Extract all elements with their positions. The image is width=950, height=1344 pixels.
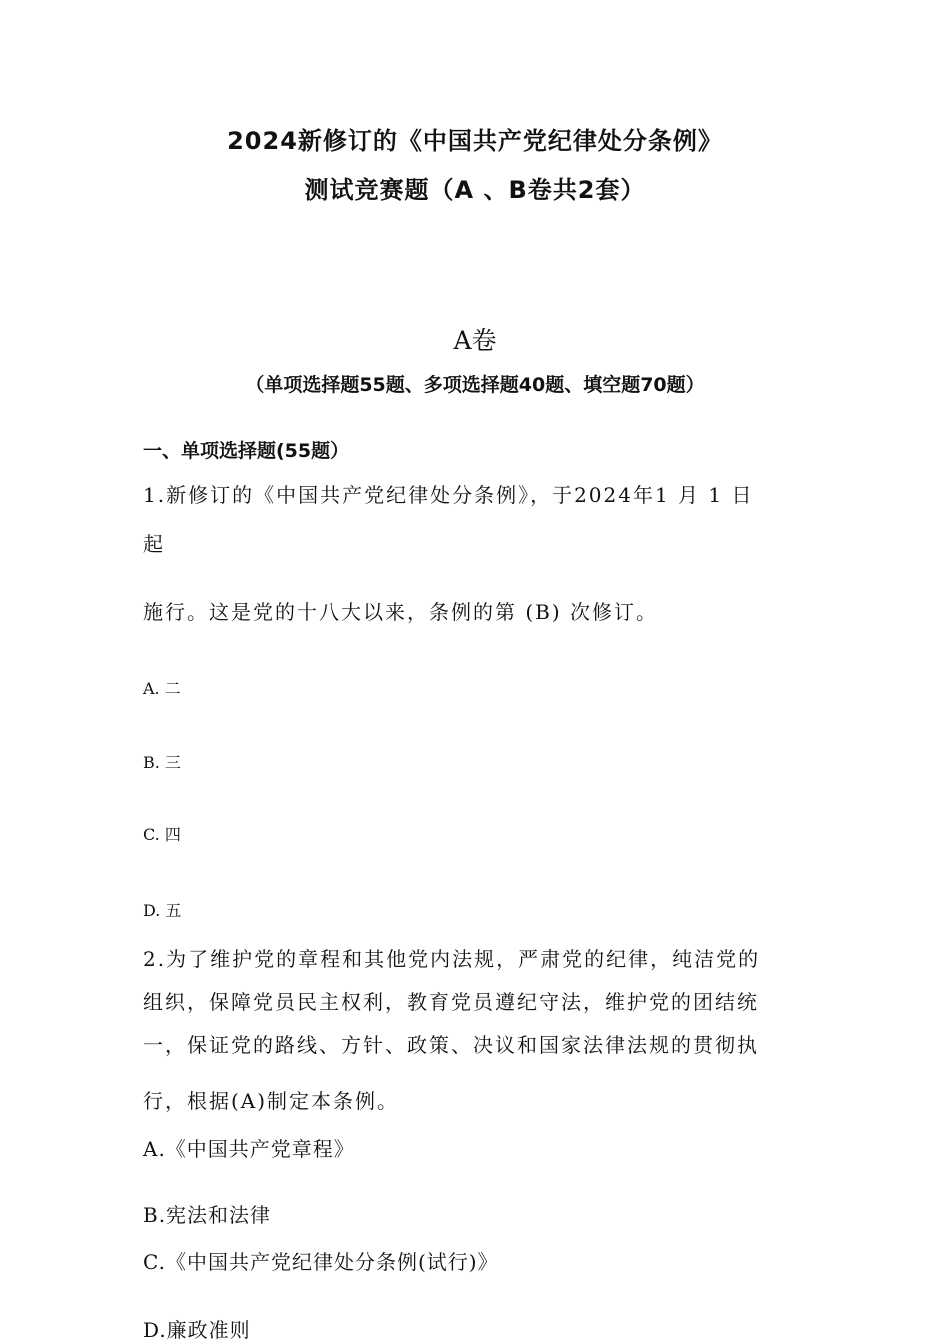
- q2-option-d: D.廉政准则: [143, 1318, 251, 1342]
- q2-option-b: B.宪法和法律: [143, 1203, 272, 1227]
- q2-option-c: C.《中国共产党纪律处分条例(试行)》: [143, 1250, 499, 1274]
- q1-line2: 起: [143, 532, 165, 556]
- q1-option-a: A. 二: [143, 679, 181, 698]
- q2-line4: 行，根据(A)制定本条例。: [143, 1089, 400, 1113]
- q1-line3: 施行。这是党的十八大以来，条例的第 (B) 次修订。: [143, 600, 659, 624]
- q2-line1: 2.为了维护党的章程和其他党内法规，严肃党的纪律，纯洁党的: [143, 947, 761, 971]
- document-title-line1: 2024新修订的《中国共产党纪律处分条例》: [227, 127, 723, 155]
- section-a-subtitle: （单项选择题55题、多项选择题40题、填空题70题）: [245, 374, 705, 396]
- document-title-line2: 测试竞赛题（A 、B卷共2套）: [304, 176, 646, 204]
- q1-option-c: C. 四: [143, 825, 181, 844]
- q1-option-d: D. 五: [143, 901, 182, 920]
- q1-option-b: B. 三: [143, 753, 181, 772]
- q1-line1: 1.新修订的《中国共产党纪律处分条例》，于2024年1 月 1 日: [143, 483, 754, 507]
- q2-option-a: A.《中国共产党章程》: [143, 1137, 355, 1161]
- q2-line2: 组织，保障党员民主权利，教育党员遵纪守法，维护党的团结统: [143, 990, 759, 1014]
- section-a-title: A卷: [453, 326, 497, 355]
- part1-heading: 一、单项选择题(55题）: [143, 440, 350, 462]
- q2-line3: 一，保证党的路线、方针、政策、决议和国家法律法规的贯彻执: [143, 1033, 759, 1057]
